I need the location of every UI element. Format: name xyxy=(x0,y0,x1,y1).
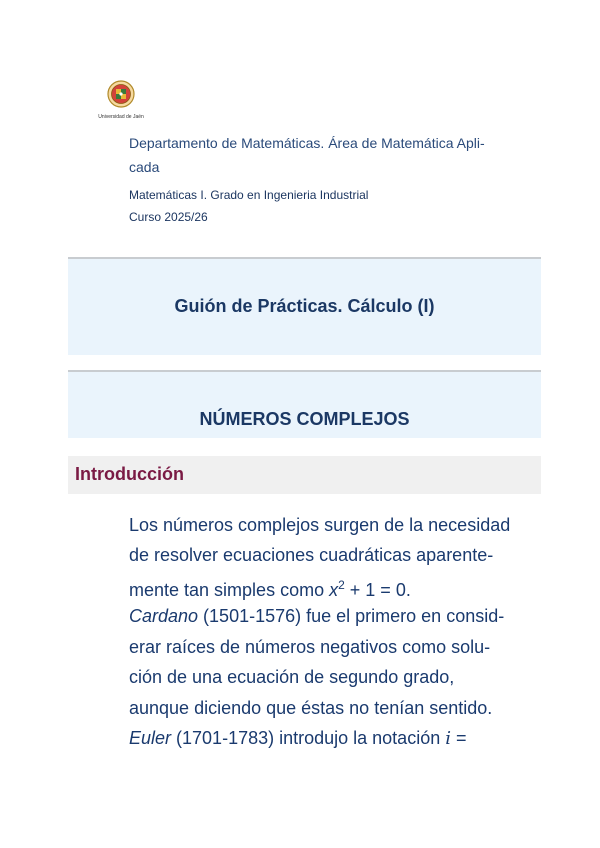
section-title: Introducción xyxy=(75,464,184,484)
equation-exponent: 2 xyxy=(338,578,345,592)
university-seal-icon xyxy=(107,80,135,108)
department-line-2: cada xyxy=(129,159,160,175)
equation-variable: x xyxy=(329,580,339,600)
imaginary-unit: i xyxy=(445,728,451,749)
intro-text: mente tan simples como xyxy=(129,580,330,600)
practice-title: Guión de Prácticas. Cálculo (I) xyxy=(174,296,435,316)
university-logo xyxy=(96,80,146,120)
intro-line xyxy=(129,601,549,632)
intro-text: = xyxy=(450,728,467,748)
intro-line: aunque diciendo que éstas no tenían sentido. xyxy=(129,698,493,718)
course-year: Curso 2025/26 xyxy=(129,210,208,224)
intro-text: (1701-1783) introdujo la notación xyxy=(171,728,446,748)
author-name: Cardano xyxy=(129,606,199,626)
intro-text: (1501-1576) fue el primero en consid- xyxy=(198,606,505,626)
course-name: Matemáticas I. Grado en Ingenieria Industrial xyxy=(129,188,369,202)
intro-line: ción de una ecuación de segundo grado, xyxy=(129,667,455,687)
author-name: Euler xyxy=(129,728,172,748)
department-line-1: Departamento de Matemáticas. Área de Matemática Apli- xyxy=(129,135,485,151)
intro-line: Los números complejos surgen de la necesidad xyxy=(129,515,511,535)
intro-line: de resolver ecuaciones cuadráticas aparente- xyxy=(129,545,494,565)
intro-text: + 1 = 0. xyxy=(344,580,411,600)
topic-title: NÚMEROS COMPLEJOS xyxy=(199,409,410,429)
intro-line xyxy=(129,723,549,755)
logo-text: Universidad de Jaén xyxy=(98,114,144,120)
intro-line: erar raíces de números negativos como solu- xyxy=(129,637,491,657)
department-heading xyxy=(129,131,529,179)
